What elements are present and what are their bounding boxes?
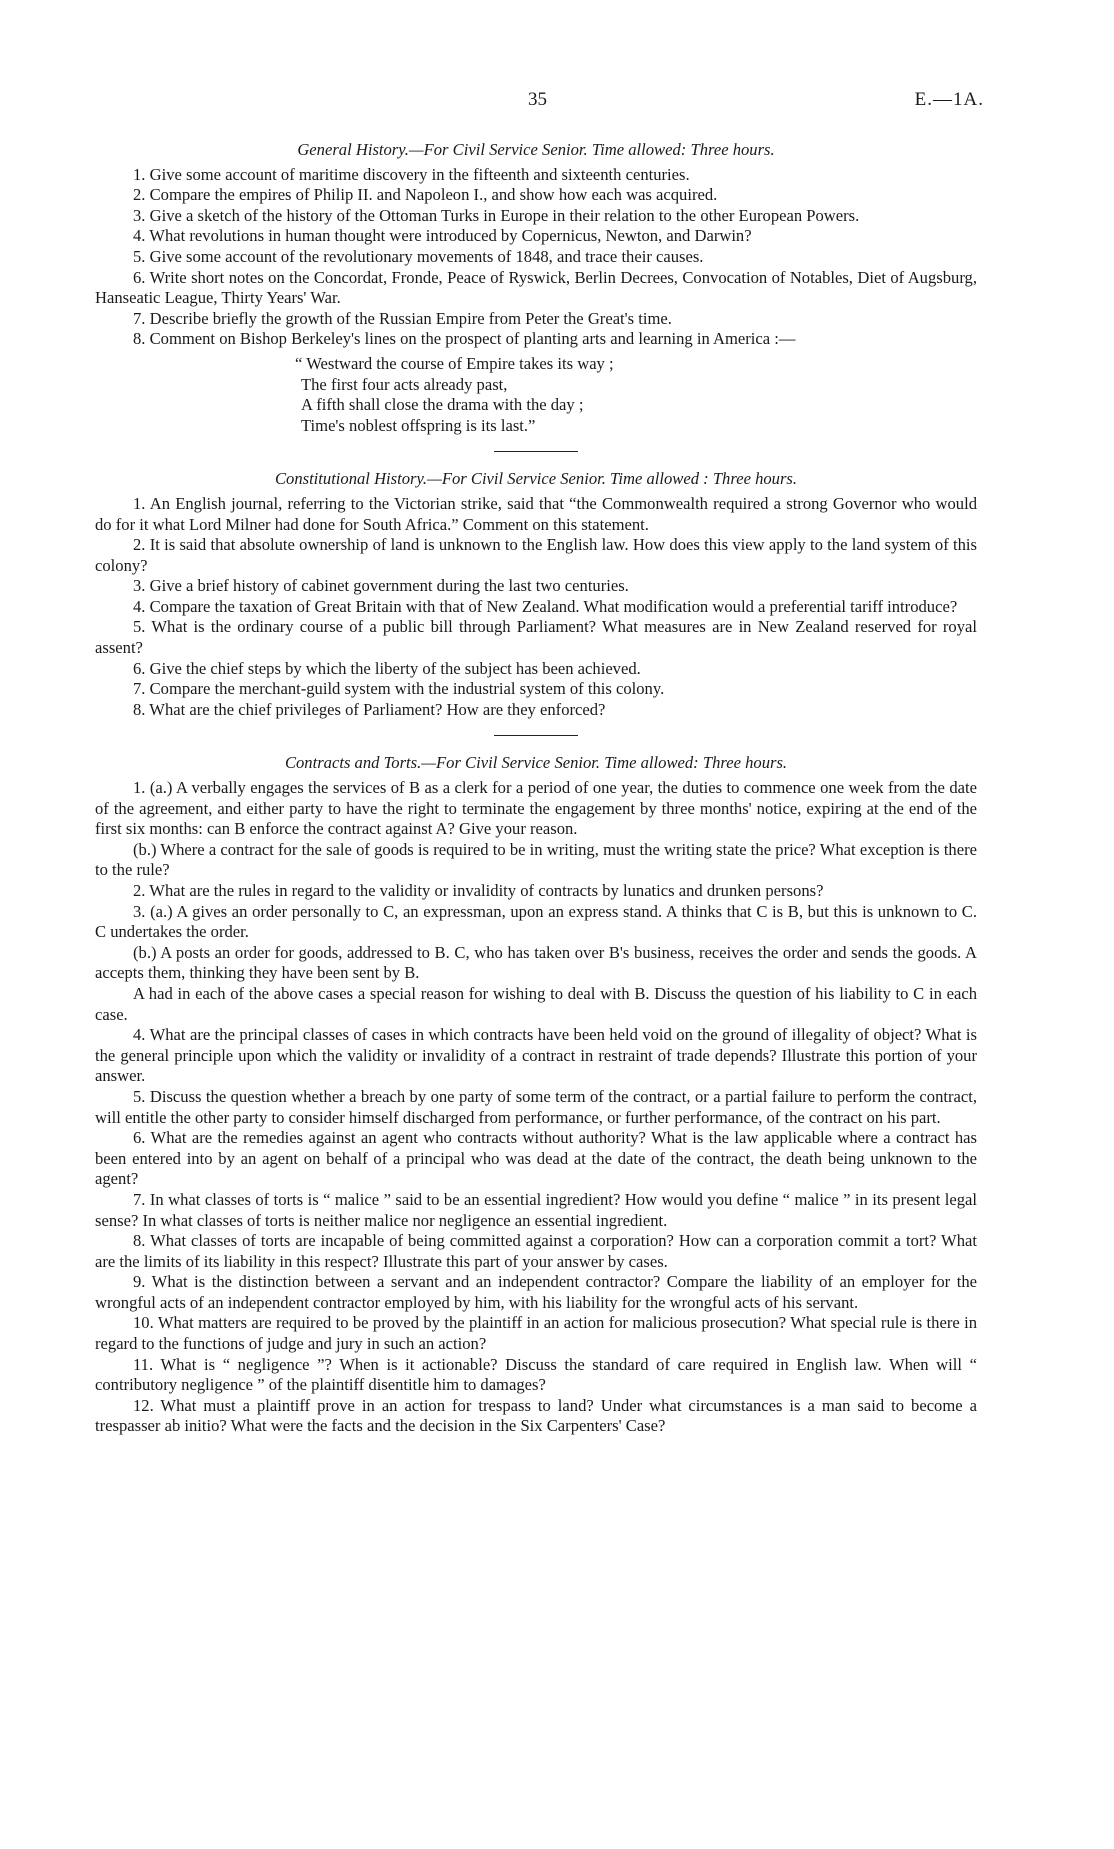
question: 3. Give a brief history of cabinet government during the last two centuries.	[133, 576, 629, 596]
section-constitutional-history	[95, 469, 977, 720]
section-divider	[494, 735, 578, 736]
question: 10. What matters are required to be proved by the plaintiff in an action for malicious prosecution? What special rule is there in regard to the functions of judge and jury in such an action?	[95, 1313, 977, 1354]
question: 12. What must a plaintiff prove in an action for trespass to land? Under what circumstances is a man said to become a trespasser ab initio? What were the facts and the decision in the Six Carpenters' Case?	[95, 1395, 977, 1436]
question: 9. What is the distinction between a servant and an independent contractor? Compare the liability of an employer for the wrongful acts of an independent contractor employed by him, with his liability for the wrongful acts of his servant.	[95, 1272, 977, 1312]
question: 4. What are the principal classes of cases in which contracts have been held void on the ground of illegality of object? What is the general principle upon which the validity or invalidity of a contract in restraint of trade depends? Illustrate this portion of your answer.	[95, 1025, 977, 1086]
question: 5. Give some account of the revolutionary movements of 1848, and trace their causes.	[133, 246, 704, 266]
verse-line: A fifth shall close the drama with the day ;	[301, 395, 584, 415]
question: 7. Compare the merchant-guild system with the industrial system of this colony.	[133, 679, 665, 699]
section-title: Constitutional History.—For Civil Service Senior. Time allowed : Three hours.	[274, 469, 798, 489]
quoted-verse	[295, 353, 977, 436]
question: 2. It is said that absolute ownership of land is unknown to the English law. How does this view apply to the land system of this colony?	[95, 535, 977, 575]
verse-line: The first four acts already past,	[301, 374, 508, 394]
verse-line: Time's noblest offspring is its last.”	[301, 415, 536, 435]
question: 2. Compare the empires of Philip II. and Napoleon I., and show how each was acquired.	[133, 185, 718, 205]
question: 1. Give some account of maritime discovery in the fifteenth and sixteenth centuries.	[133, 164, 690, 184]
question: 2. What are the rules in regard to the validity or invalidity of contracts by lunatics and drunken persons?	[133, 881, 824, 900]
section-divider	[494, 451, 578, 452]
question: 11. What is “ negligence ”? When is it actionable? Discuss the standard of care required in English law. When will “ contributory negligence ” of the plaintiff disentitle him to damages?	[95, 1354, 977, 1395]
question: 5. What is the ordinary course of a public bill through Parliament? What measures are in New Zealand reserved for royal assent?	[95, 617, 977, 658]
question: 4. What revolutions in human thought were introduced by Copernicus, Newton, and Darwin?	[133, 226, 752, 246]
verse-line: “ Westward the course of Empire takes its way ;	[295, 353, 614, 373]
question: 5. Discuss the question whether a breach by one party of some term of the contract, or a partial failure to perform the contract, will entitle the other party to consider himself discharged from performance, or further performance, of the contract on his part.	[95, 1086, 977, 1127]
page-header	[0, 90, 1114, 116]
section-contracts-torts	[95, 753, 977, 1437]
section-general-history	[95, 140, 977, 436]
question: 7. In what classes of torts is “ malice ” said to be an essential ingredient? How would you define “ malice ” in its present legal sense? In what classes of torts is neither malice nor negligence an essential ingredient.	[95, 1189, 977, 1230]
document-reference: E.—1A.	[914, 89, 984, 110]
section-title: General History.—For Civil Service Senior. Time allowed: Three hours.	[297, 140, 775, 159]
question: 8. Comment on Bishop Berkeley's lines on the prospect of planting arts and learning in America :—	[133, 329, 796, 349]
question: A had in each of the above cases a special reason for wishing to deal with B. Discuss the question of his liability to C in each case.	[95, 983, 977, 1024]
page-content	[95, 140, 977, 1437]
question: 7. Describe briefly the growth of the Russian Empire from Peter the Great's time.	[133, 308, 672, 328]
question: 3. Give a sketch of the history of the Ottoman Turks in Europe in their relation to the other European Powers.	[133, 205, 860, 225]
question: (b.) A posts an order for goods, addressed to B. C, who has taken over B's business, receives the order and sends the goods. A accepts them, thinking they have been sent by B.	[95, 942, 977, 983]
question: 8. What are the chief privileges of Parliament? How are they enforced?	[133, 699, 606, 719]
question: 6. What are the remedies against an agent who contracts without authority? What is the law applicable where a contract has been entered into by an agent on behalf of a principal who was dead at the date of the contract, the death being unknown to the agent?	[95, 1128, 977, 1189]
question: 8. What classes of torts are incapable of being committed against a corporation? How can a corporation commit a tort? What are the limits of its liability in this respect? Illustrate this part of your answer by cases.	[95, 1231, 977, 1271]
page-number: 35	[528, 89, 547, 110]
question: 1. An English journal, referring to the Victorian strike, said that “the Commonwealth required a strong Governor who would do for it what Lord Milner had done for South Africa.” Comment on this statement.	[95, 493, 977, 534]
question: 6. Give the chief steps by which the liberty of the subject has been achieved.	[133, 658, 641, 678]
question: 6. Write short notes on the Concordat, Fronde, Peace of Ryswick, Berlin Decrees, Convocation of Notables, Diet of Augsburg, Hanseatic League, Thirty Years' War.	[95, 267, 977, 308]
question: 4. Compare the taxation of Great Britain with that of New Zealand. What modification would a preferential tariff introduce?	[133, 596, 958, 616]
question: (b.) Where a contract for the sale of goods is required to be in writing, must the writing state the price? What exception is there to the rule?	[95, 839, 977, 880]
question: 3. (a.) A gives an order personally to C, an expressman, upon an express stand. A thinks that C is B, but this is unknown to C. C undertakes the order.	[95, 901, 977, 942]
question: 1. (a.) A verbally engages the services of B as a clerk for a period of one year, the duties to commence one week from the date of the agreement, and either party to have the right to terminate the engagement by three months' notice, expiring at the end of the first six months: can B enforce the contract against A? Give your reason.	[95, 778, 977, 839]
section-title: Contracts and Torts.—For Civil Service Senior. Time allowed: Three hours.	[284, 753, 788, 773]
